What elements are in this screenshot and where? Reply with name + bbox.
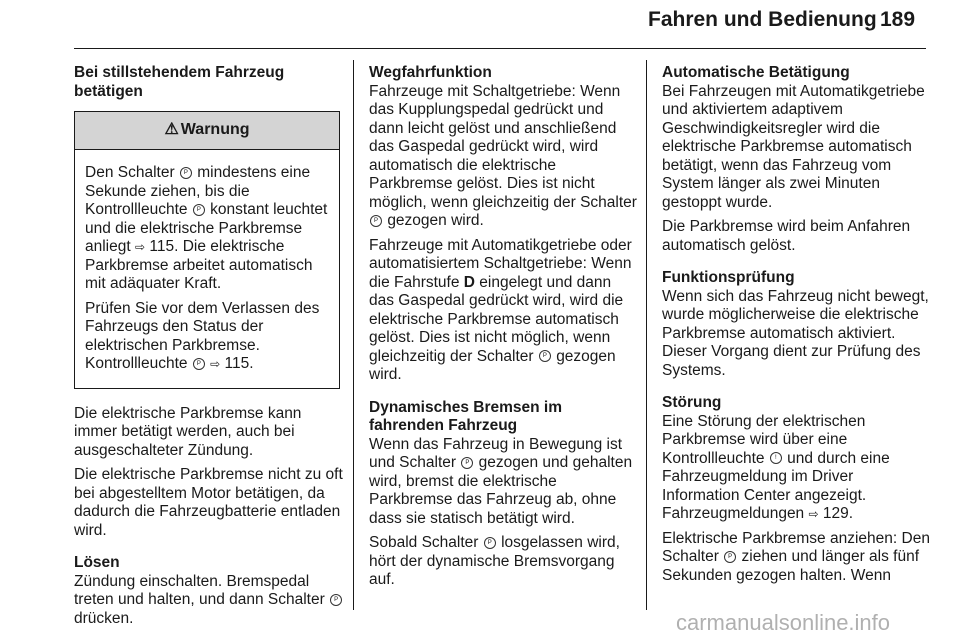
parking-brake-icon: P <box>370 215 382 227</box>
warning-title: Warnung <box>180 121 250 138</box>
paragraph <box>662 413 932 524</box>
paragraph <box>369 237 637 385</box>
warning-paragraph-1 <box>85 164 329 294</box>
warning-paragraph-2 <box>85 300 329 374</box>
section-heading-automatic: Automatische Betätigung <box>662 64 850 81</box>
paragraph: Die elektrische Parkbremse kann immer betätigt werden, auch bei ausgeschalteter Zündung. <box>74 404 302 459</box>
text-run: Zündung einschalten. Bremspedal treten und halten, und dann Schalter <box>74 572 325 608</box>
parking-brake-icon: P <box>193 358 205 370</box>
text-run: 115. <box>224 355 254 372</box>
text-run: Wenn das Fahrzeug in Bewegung ist und Schalter <box>369 435 623 471</box>
parking-brake-icon: P <box>461 457 473 469</box>
paragraph <box>74 573 344 629</box>
paragraph <box>369 534 637 590</box>
parking-brake-icon: P <box>724 551 736 563</box>
paragraph: Bei Fahrzeugen mit Automatikgetriebe und aktiviertem adaptivem Geschwindigkeitsregler wird die elektrische Parkbremse automatisch betätigt, wenn das Fahrzeug vom System länger als zwei Minuten gestoppt wurde. <box>662 82 925 211</box>
warning-body <box>75 150 339 388</box>
reference-arrow-icon: ⇨ <box>808 507 819 521</box>
text-run: konstant leuchtet und die elektrische Parkbremse anliegt <box>85 201 328 255</box>
page-number: 189 <box>880 8 916 31</box>
section-heading-drive-away: Wegfahrfunktion <box>369 64 492 81</box>
parking-brake-icon: P <box>539 350 551 362</box>
header-divider <box>74 48 926 49</box>
text-run: losgelassen wird, hört der dynamische Bremsvorgang auf. <box>369 534 620 588</box>
section-heading-dynamic-braking: Dynamisches Bremsen im fahrenden Fahrzeug <box>369 398 562 434</box>
column-right <box>662 64 932 591</box>
text-run: und durch eine Fahrzeugmeldung im Driver Information Center angezeigt. Fahrzeugmeldungen <box>662 449 890 522</box>
text-run: Prüfen Sie vor dem Verlassen des Fahrzeugs den Status der elektrischen Parkbremse. Kontrollleuchte <box>85 299 320 372</box>
column-divider-2 <box>646 60 647 610</box>
text-run: gezogen und gehalten wird, bremst die elektrische Parkbremse das Fahrzeug ab, ohne dass sie statisch betätigt wird. <box>369 454 633 527</box>
warning-icon: ⚠ <box>164 121 179 138</box>
reference-arrow-icon: ⇨ <box>135 240 146 254</box>
text-run: Elektrische Parkbremse anziehen: Den Schalter <box>662 529 930 565</box>
text-run: Den Schalter <box>85 164 175 181</box>
text-run: Sobald Schalter <box>369 534 479 551</box>
reference-arrow-icon: ⇨ <box>210 357 221 371</box>
text-run: mindestens eine Sekunde ziehen, bis die Kontrollleuchte <box>85 164 311 218</box>
text-run: drücken. <box>74 609 134 627</box>
column-left <box>74 64 344 634</box>
text-run: eingelegt und dann das Gaspedal gedrückt wird, wird die elektrische Parkbremse automatisch gelöst. Dies ist nicht möglich, wenn gleichzeitig der Schalter <box>369 273 624 365</box>
section-heading-release: Lösen <box>74 554 120 571</box>
column-middle <box>369 64 637 596</box>
section-heading-function-test: Funktionsprüfung <box>662 269 795 286</box>
text-run: ziehen und länger als fünf Sekunden gezogen halten. Wenn <box>662 548 920 584</box>
text-run: gezogen wird. <box>369 347 616 383</box>
paragraph <box>369 436 637 529</box>
parking-brake-icon: P <box>330 594 342 606</box>
parking-brake-icon: P <box>484 537 496 549</box>
fault-warning-icon: ! <box>770 452 782 464</box>
warning-box <box>74 111 340 389</box>
paragraph: Die Parkbremse wird beim Anfahren automatisch gelöst. <box>662 218 911 254</box>
text-run: Fahrzeuge mit Automatikgetriebe oder automatisiertem Schaltgetriebe: Wenn die Fahrstufe <box>369 236 632 291</box>
paragraph: Die elektrische Parkbremse nicht zu oft bei abgestelltem Motor betätigen, da dadurch die Fahrzeugbatterie entladen wird. <box>74 466 343 539</box>
page-header-title: Fahren und Bedienung <box>648 8 877 31</box>
text-run: Fahrzeuge mit Schaltgetriebe: Wenn das Kupplungspedal gedrückt und dann leicht gelöst und anschließend das Gaspedal gedrückt wird, wird automatisch die elektrische Parkbremse gelöst. Dies ist nicht möglich, wenn gleichzeitig der Schalter <box>369 82 637 211</box>
text-run: 129. <box>822 505 854 522</box>
warning-header <box>75 112 339 150</box>
text-run: 115. Die elektrische Parkbremse arbeitet automatisch mit adäquater Kraft. <box>85 238 313 292</box>
parking-brake-icon: P <box>180 167 192 179</box>
paragraph <box>662 530 932 586</box>
paragraph <box>369 83 637 231</box>
text-run: gezogen wird. <box>387 212 484 229</box>
watermark-text: carmanualsonline.info <box>676 610 891 635</box>
text-run: Eine Störung der elektrischen Parkbremse wird über eine Kontrollleuchte <box>662 412 866 467</box>
section-heading-fault: Störung <box>662 394 722 411</box>
column-divider-1 <box>353 60 354 610</box>
paragraph: Wenn sich das Fahrzeug nicht bewegt, wurde möglicherweise die elektrische Parkbremse automatisch aktiviert. Dieser Vorgang dient zur Prüfung des Systems. <box>662 287 929 379</box>
gear-position-label: D <box>463 273 475 291</box>
parking-brake-icon: P <box>193 204 205 216</box>
section-heading-stationary: Bei stillstehendem Fahrzeug betätigen <box>74 64 285 100</box>
